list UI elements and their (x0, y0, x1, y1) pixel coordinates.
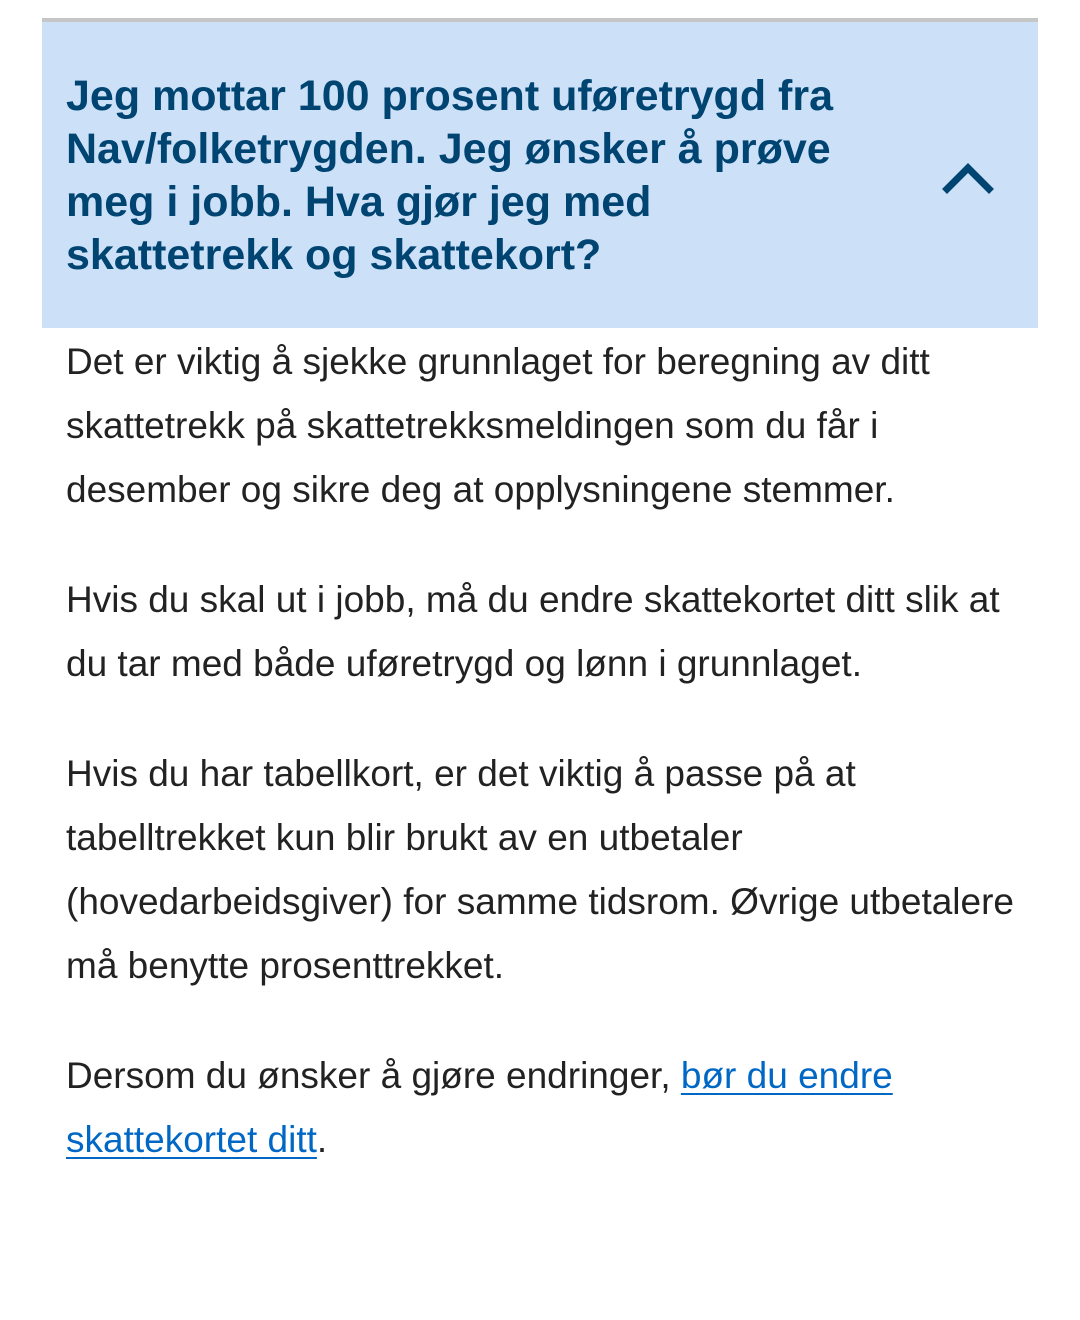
accordion-content (66, 330, 1026, 1218)
accordion-title[interactable]: Jeg mottar 100 prosent uføretrygd fra Nav/folketrygden. Jeg ønsker å prøve meg i jobb. Hva gjør jeg med skattetrekk og skattekort? (66, 72, 834, 279)
paragraph-tax-deduction-check: Det er viktig å sjekke grunnlaget for beregning av ditt skattetrekk på skattetrekksmeldingen som du får i desember og sikre deg at opplysningene stemmer. (66, 341, 930, 510)
paragraph-make-changes-prefix: Dersom du ønsker å gjøre endringer, (66, 1055, 681, 1096)
paragraph-change-tax-card: Hvis du skal ut i jobb, må du endre skattekortet ditt slik at du tar med både uføretrygd og lønn i grunnlaget. (66, 579, 1000, 684)
change-tax-card-link[interactable]: bør du endre skattekortet ditt (66, 1055, 893, 1160)
paragraph-make-changes-suffix: . (316, 1119, 328, 1160)
accordion-header[interactable] (42, 22, 1038, 328)
paragraph-table-card: Hvis du har tabellkort, er det viktig å passe på at tabelltrekket kun blir brukt av en utbetaler (hovedarbeidsgiver) for samme tidsrom. Øvrige utbetalere må benytte prosenttrekket. (66, 753, 1014, 986)
paragraph-make-changes (66, 1044, 1026, 1172)
chevron-up-icon[interactable] (942, 160, 994, 194)
